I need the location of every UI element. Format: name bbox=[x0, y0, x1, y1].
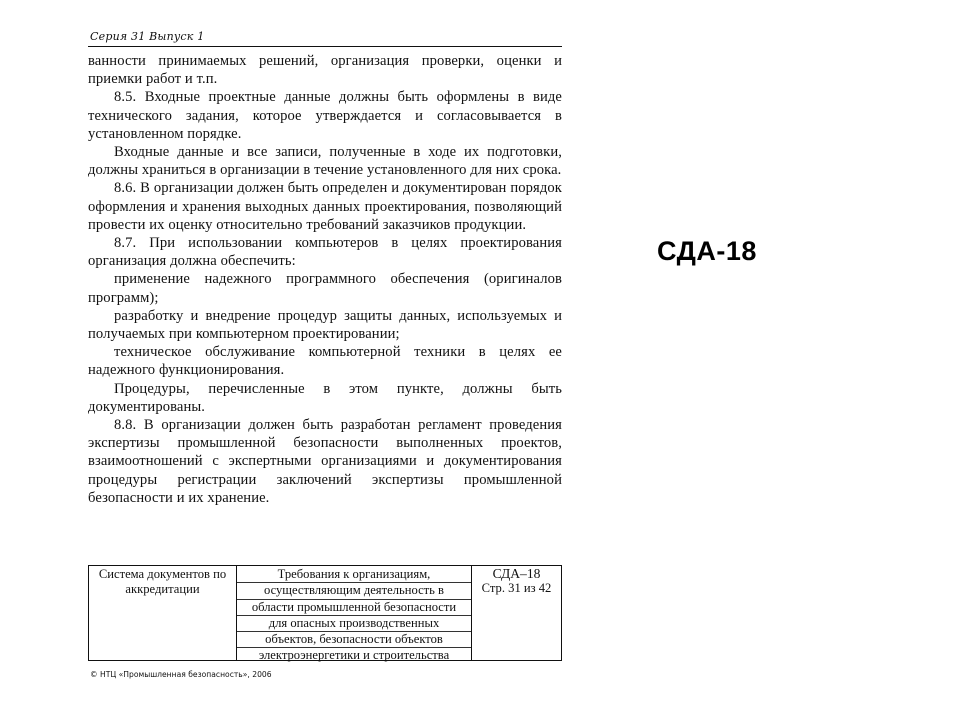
list-item-software: применение надежного программного обеспечения (оригиналов программ); bbox=[88, 271, 562, 306]
paragraph-continuation: ванности принимаемых решений, организация проверки, оценки и приемки работ и т.п. bbox=[88, 53, 562, 88]
document-code: СДА–18 bbox=[492, 566, 541, 581]
document-body bbox=[88, 52, 562, 507]
title-block-stamp bbox=[88, 565, 562, 661]
paragraph-input-data: Входные данные и все записи, полученные в ходе их подготовки, должны храниться в организации в течение установленного для них срока. bbox=[88, 144, 562, 179]
page-number: Стр. 31 из 42 bbox=[481, 581, 552, 596]
requirements-line: для опасных производственных bbox=[237, 616, 471, 632]
document-page bbox=[88, 22, 562, 692]
paragraph-8-7: 8.7. При использовании компьютеров в целях проектирования организация должна обеспечить: bbox=[88, 235, 562, 270]
stamp-requirements-cell bbox=[237, 566, 472, 663]
paragraph-8-6: 8.6. В организации должен быть определен и документирован порядок оформления и хранения выходных данных проектирования, позволяющий провести их оценку относительно требований заказчиков продукции. bbox=[88, 180, 562, 233]
requirements-line: осуществляющим деятельность в bbox=[237, 583, 471, 599]
requirements-line: области промышленной безопасности bbox=[237, 600, 471, 616]
page-header bbox=[88, 28, 562, 47]
list-item-data-protection: разработку и внедрение процедур защиты данных, используемых и получаемых при компьютерном проектировании; bbox=[88, 307, 562, 343]
paragraph-procedures: Процедуры, перечисленные в этом пункте, должны быть документированы. bbox=[88, 380, 562, 415]
requirements-line: Требования к организациям, bbox=[237, 567, 471, 583]
paragraph-8-5: 8.5. Входные проектные данные должны быть оформлены в виде технического задания, которое утверждается и согласовывается в установленном порядке. bbox=[88, 89, 562, 142]
copyright-footer: © НТЦ «Промышленная безопасность», 2006 bbox=[90, 670, 272, 679]
paragraph-8-8: 8.8. В организации должен быть разработан регламент проведения экспертизы промышленной безопасности выполненных проектов, взаимоотношений с экспертными организациями и документирования процедуры регистрации заключений экспертизы промышленной безопасности и их хранение. bbox=[88, 417, 562, 506]
series-title: Серия 31 Выпуск 1 bbox=[90, 30, 205, 43]
stamp-system-cell: Система документов по аккредитации bbox=[89, 566, 237, 660]
stamp-code-cell bbox=[472, 566, 561, 660]
requirements-line: электроэнергетики и строительства bbox=[258, 648, 450, 663]
list-item-maintenance: техническое обслуживание компьютерной техники в целях ее надежного функционирования. bbox=[88, 344, 562, 379]
side-label: СДА-18 bbox=[657, 236, 757, 266]
requirements-line: объектов, безопасности объектов bbox=[237, 632, 471, 648]
